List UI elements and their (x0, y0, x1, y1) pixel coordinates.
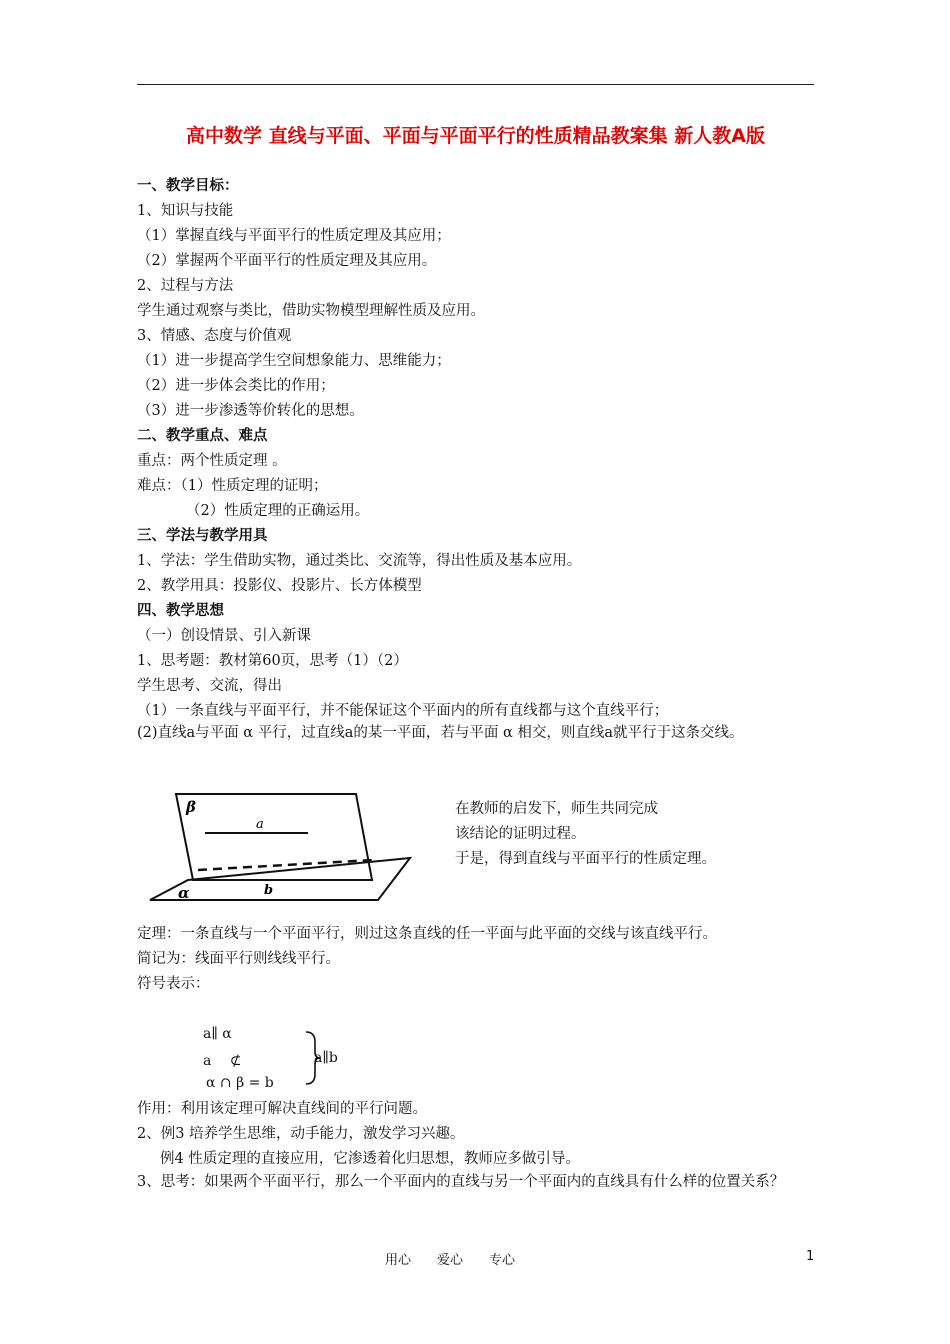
heading-teaching: 四、教学思想 (137, 603, 224, 619)
top-rule (137, 84, 814, 85)
text-line: 作用：利用该定理可解决直线间的平行问题。 (137, 1101, 427, 1117)
formula-result: a∥b (314, 1050, 338, 1066)
text-line: （2）进一步体会类比的作用； (137, 378, 335, 394)
label-b: b (264, 883, 274, 898)
formula-line: α ∩ β = b (206, 1075, 274, 1091)
plane-beta (176, 794, 372, 880)
text-line: 重点：两个性质定理 。 (137, 453, 287, 469)
page-number: 1 (806, 1249, 815, 1264)
text-line: 2、过程与方法 (137, 278, 234, 294)
text-line: （1）进一步提高学生空间想象能力、思维能力； (137, 353, 451, 369)
footer-motto: 用心 爱心 专心 (385, 1253, 516, 1268)
heading-objectives: 一、教学目标： (137, 178, 239, 194)
text-line: （1）掌握直线与平面平行的性质定理及其应用； (137, 228, 451, 244)
side-text: 在教师的启发下，师生共同完成 (455, 801, 658, 817)
label-beta: β (186, 798, 196, 816)
text-line: 3、情感、态度与价值观 (137, 328, 292, 344)
text-line: （一）创设情景、引入新课 (137, 628, 311, 644)
theorem: 定理：一条直线与一个平面平行，则过这条直线的任一平面与此平面的交线与该直线平行。 (137, 926, 717, 942)
page-title: 高中数学 直线与平面、平面与平面平行的性质精品教案集 新人教A版 (186, 125, 765, 147)
side-text: 于是，得到直线与平面平行的性质定理。 (455, 851, 716, 867)
symbol-label: 符号表示： (137, 976, 210, 992)
text-line: 学生通过观察与类比，借助实物模型理解性质及应用。 (137, 303, 485, 319)
heading-methods: 三、学法与教学用具 (137, 528, 268, 544)
side-text: 该结论的证明过程。 (455, 826, 586, 842)
text-line: 例4 性质定理的直接应用，它渗透着化归思想，教师应多做引导。 (160, 1151, 580, 1167)
text-line: 1、思考题：教材第60页，思考（1）（2） (137, 653, 408, 669)
text-line: 难点：（1）性质定理的证明； (137, 478, 328, 494)
heading-key-points: 二、教学重点、难点 (137, 428, 268, 444)
text-paragraph: (2)直线a与平面 α 平行，过直线a的某一平面，若与平面 α 相交，则直线a就平行于这条交线。 (137, 725, 744, 741)
label-a: a (256, 817, 264, 832)
label-alpha: α (178, 884, 190, 902)
text-line: （1）一条直线与平面平行，并不能保证这个平面内的所有直线都与这个直线平行； (137, 703, 669, 719)
text-line: 学生思考、交流，得出 (137, 678, 282, 694)
text-paragraph: 3、思考：如果两个平面平行，那么一个平面内的直线与另一个平面内的直线具有什么样的位置关系？ (137, 1174, 785, 1190)
text-line: 2、教学用具：投影仪、投影片、长方体模型 (137, 578, 422, 594)
formula-line: a∥ α (203, 1026, 232, 1042)
text-line: 2、例3 培养学生思维，动手能力，激发学习兴趣。 (137, 1126, 465, 1142)
text-line: 1、学法：学生借助实物，通过类比、交流等，得出性质及基本应用。 (137, 553, 582, 569)
plane-figure (148, 790, 413, 908)
text-line: 1、知识与技能 (137, 203, 234, 219)
text-line: （2）性质定理的正确运用。 (186, 503, 370, 519)
text-line: （3）进一步渗透等价转化的思想。 (137, 403, 364, 419)
theorem-short: 简记为：线面平行则线线平行。 (137, 951, 340, 967)
formula-line: a ⊄ (203, 1053, 242, 1069)
text-line: （2）掌握两个平面平行的性质定理及其应用。 (137, 253, 437, 269)
